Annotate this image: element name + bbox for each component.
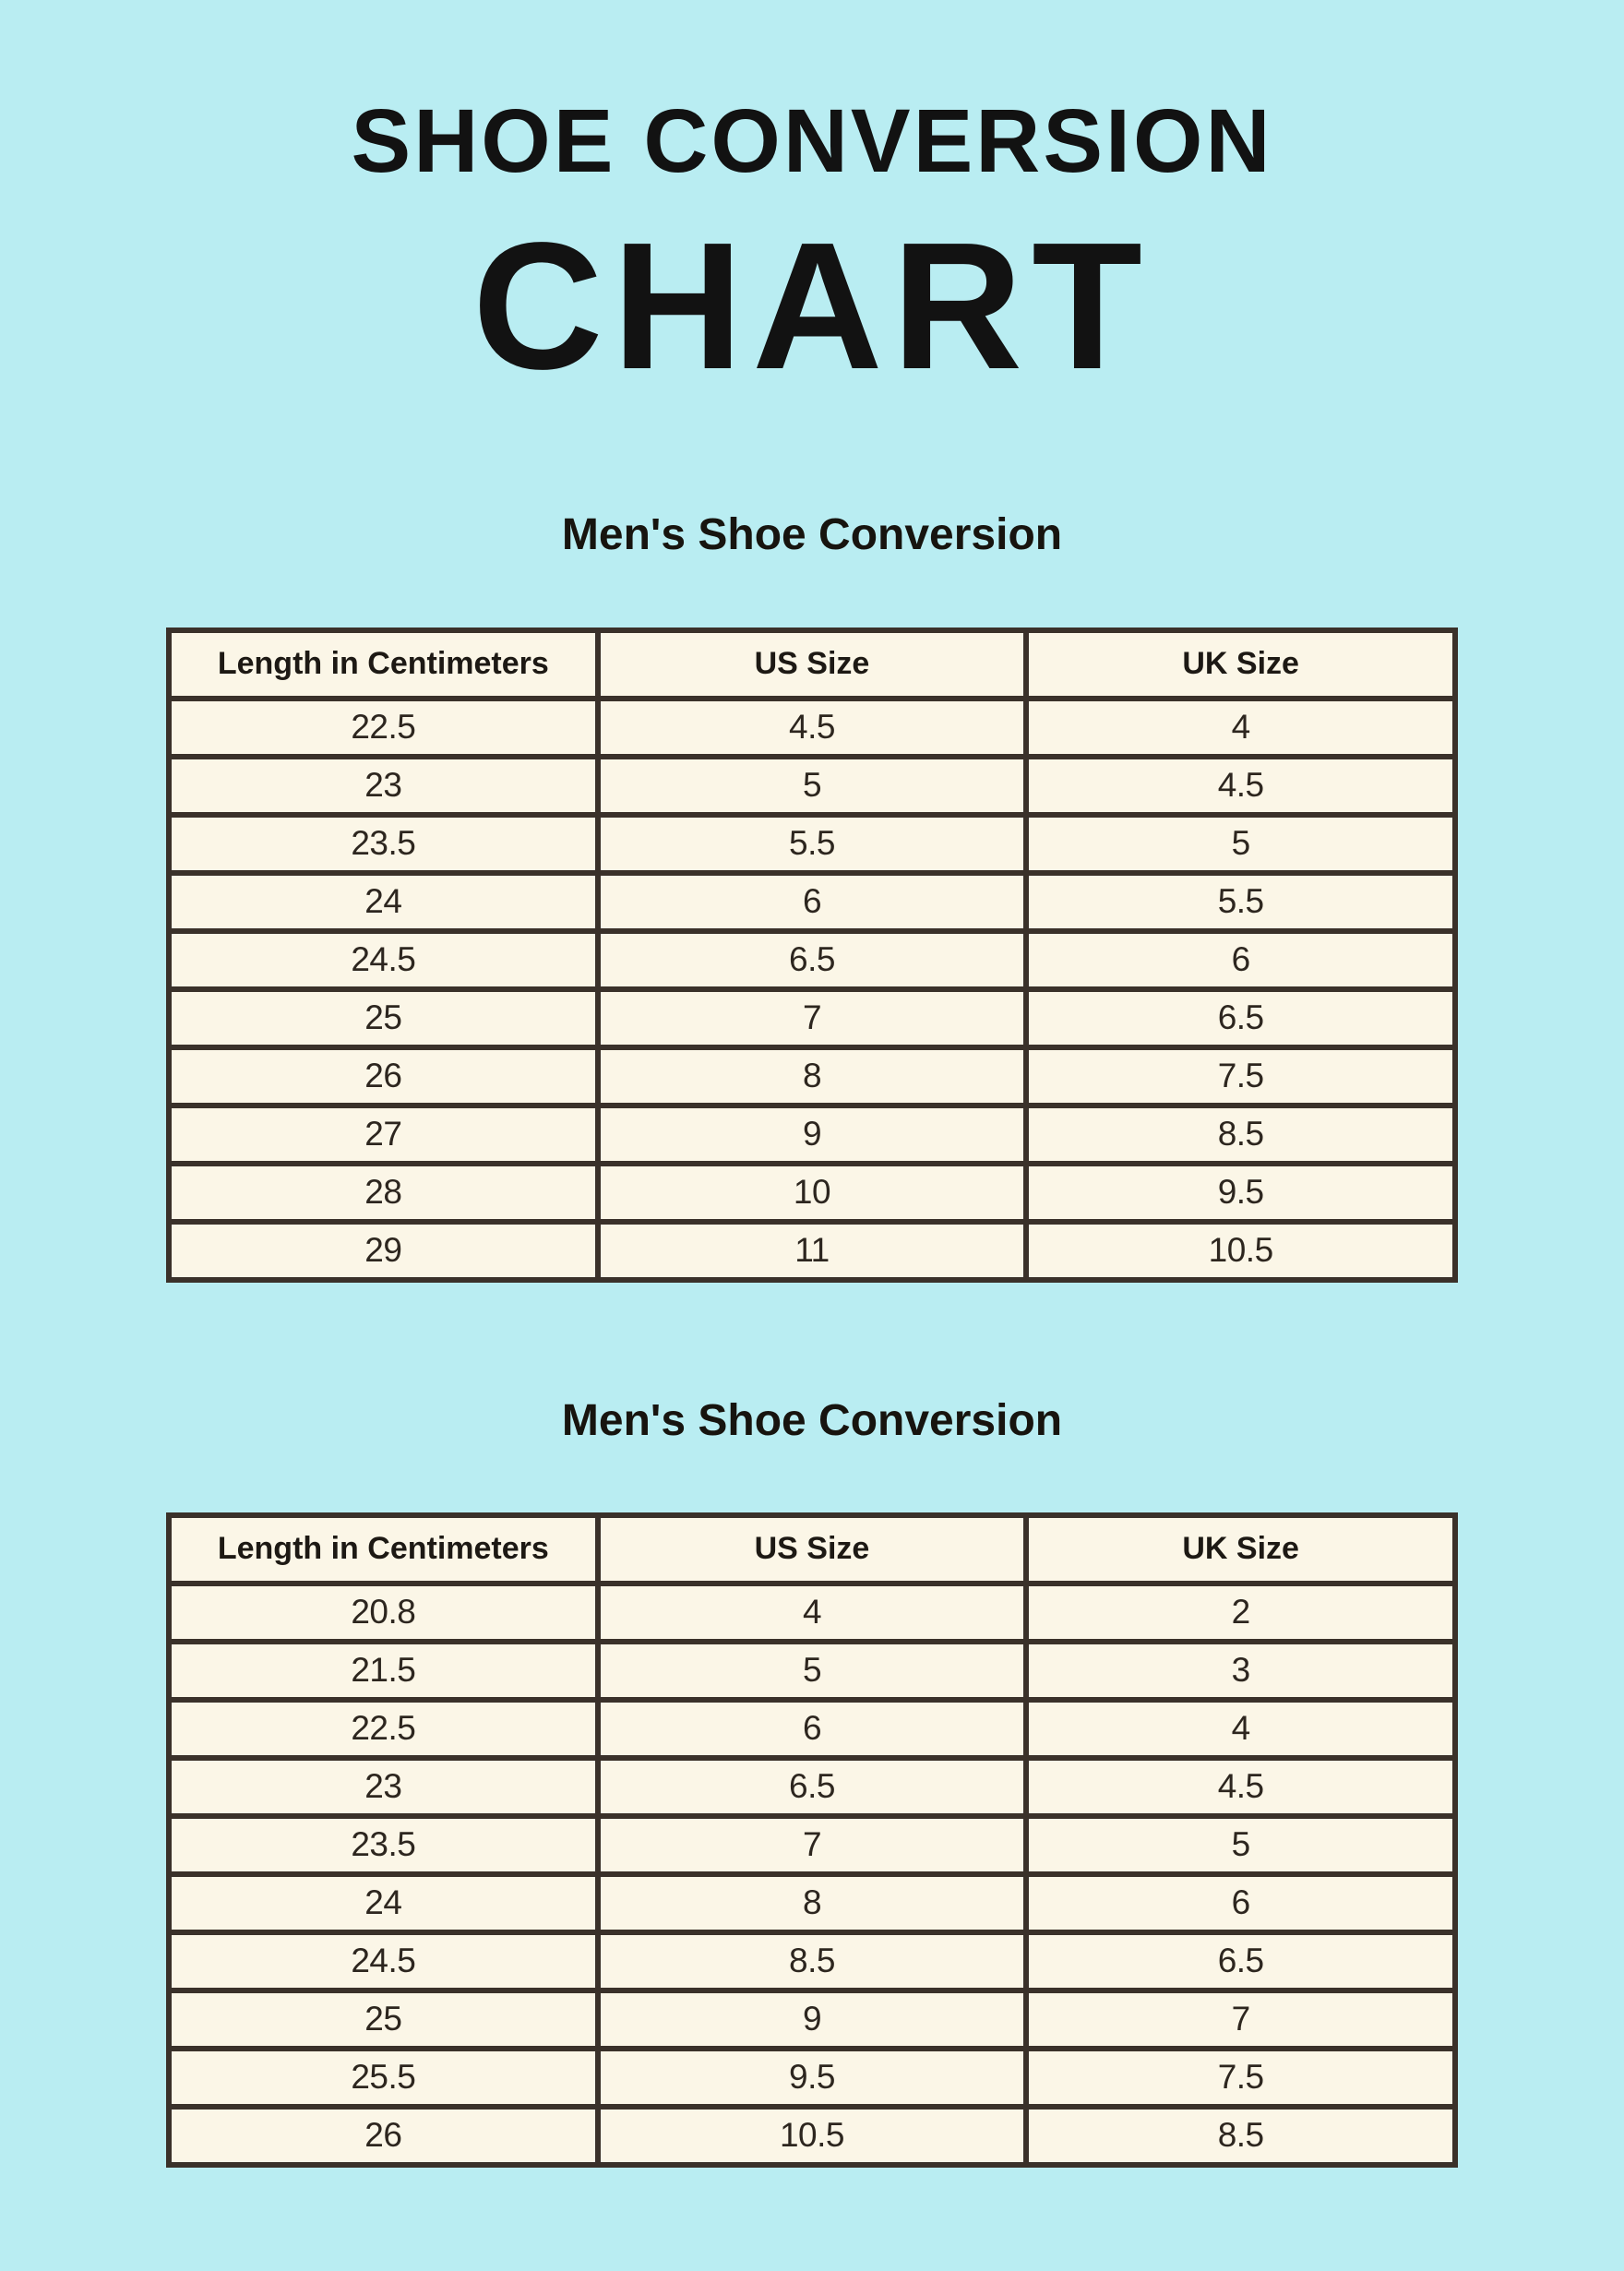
conversion-table-2 bbox=[166, 1512, 1458, 2168]
table-cell: 23.5 bbox=[169, 1816, 598, 1874]
table-row bbox=[169, 1700, 1455, 1758]
table-header-row bbox=[169, 630, 1455, 699]
table-cell: 4 bbox=[1026, 1700, 1455, 1758]
table-cell: 9 bbox=[598, 1990, 1027, 2049]
table-cell: 6.5 bbox=[1026, 989, 1455, 1047]
table-cell: 8.5 bbox=[1026, 1106, 1455, 1164]
table-row bbox=[169, 931, 1455, 989]
table-cell: 21.5 bbox=[169, 1642, 598, 1700]
column-header: Length in Centimeters bbox=[169, 630, 598, 699]
table-row bbox=[169, 1932, 1455, 1990]
table-body bbox=[169, 699, 1455, 1280]
table-row bbox=[169, 1990, 1455, 2049]
table-cell: 23 bbox=[169, 1758, 598, 1816]
table-header-row bbox=[169, 1515, 1455, 1584]
table-cell: 24.5 bbox=[169, 1932, 598, 1990]
column-header: US Size bbox=[598, 630, 1027, 699]
table-cell: 5.5 bbox=[1026, 873, 1455, 931]
table-cell: 3 bbox=[1026, 1642, 1455, 1700]
table-cell: 7 bbox=[598, 989, 1027, 1047]
table-row bbox=[169, 1874, 1455, 1932]
table-row bbox=[169, 2107, 1455, 2165]
table-row bbox=[169, 699, 1455, 757]
table-row bbox=[169, 815, 1455, 873]
table-row bbox=[169, 1106, 1455, 1164]
table-cell: 7.5 bbox=[1026, 1047, 1455, 1106]
table-row bbox=[169, 1222, 1455, 1280]
table-cell: 24 bbox=[169, 873, 598, 931]
table-cell: 10.5 bbox=[598, 2107, 1027, 2165]
column-header: US Size bbox=[598, 1515, 1027, 1584]
table-cell: 24 bbox=[169, 1874, 598, 1932]
section-title: Men's Shoe Conversion bbox=[561, 510, 1063, 560]
table-cell: 29 bbox=[169, 1222, 598, 1280]
table-cell: 23.5 bbox=[169, 815, 598, 873]
table-cell: 6 bbox=[598, 873, 1027, 931]
table-row bbox=[169, 873, 1455, 931]
table-cell: 7 bbox=[1026, 1990, 1455, 2049]
table-cell: 7 bbox=[598, 1816, 1027, 1874]
table-cell: 5.5 bbox=[598, 815, 1027, 873]
table-row bbox=[169, 1584, 1455, 1642]
table-cell: 26 bbox=[169, 1047, 598, 1106]
table-cell: 5 bbox=[1026, 815, 1455, 873]
section-title: Men's Shoe Conversion bbox=[561, 1395, 1063, 1445]
table-cell: 20.8 bbox=[169, 1584, 598, 1642]
table-cell: 10.5 bbox=[1026, 1222, 1455, 1280]
column-header: UK Size bbox=[1026, 630, 1455, 699]
table-row bbox=[169, 989, 1455, 1047]
table-cell: 4.5 bbox=[598, 699, 1027, 757]
table-cell: 23 bbox=[169, 757, 598, 815]
table-cell: 5 bbox=[598, 757, 1027, 815]
table-cell: 8 bbox=[598, 1047, 1027, 1106]
table-cell: 22.5 bbox=[169, 1700, 598, 1758]
table-row bbox=[169, 1047, 1455, 1106]
table-body bbox=[169, 1584, 1455, 2165]
mens-shoe-conversion-section-1 bbox=[0, 509, 1624, 1282]
conversion-table-1 bbox=[166, 628, 1458, 1283]
table-cell: 25 bbox=[169, 1990, 598, 2049]
table-cell: 9 bbox=[598, 1106, 1027, 1164]
table-cell: 4 bbox=[1026, 699, 1455, 757]
table-row bbox=[169, 1642, 1455, 1700]
table-cell: 4 bbox=[598, 1584, 1027, 1642]
table-row bbox=[169, 1164, 1455, 1222]
table-cell: 9.5 bbox=[1026, 1164, 1455, 1222]
table-cell: 5 bbox=[598, 1642, 1027, 1700]
table-cell: 24.5 bbox=[169, 931, 598, 989]
table-cell: 25.5 bbox=[169, 2049, 598, 2107]
table-cell: 27 bbox=[169, 1106, 598, 1164]
table-cell: 6 bbox=[1026, 931, 1455, 989]
mens-shoe-conversion-section-2 bbox=[0, 1395, 1624, 2168]
table-cell: 6 bbox=[1026, 1874, 1455, 1932]
table-row bbox=[169, 2049, 1455, 2107]
table-cell: 7.5 bbox=[1026, 2049, 1455, 2107]
column-header: Length in Centimeters bbox=[169, 1515, 598, 1584]
table-cell: 6.5 bbox=[598, 1758, 1027, 1816]
table-row bbox=[169, 1816, 1455, 1874]
column-header: UK Size bbox=[1026, 1515, 1455, 1584]
table-cell: 6 bbox=[598, 1700, 1027, 1758]
table-row bbox=[169, 1758, 1455, 1816]
table-cell: 8.5 bbox=[598, 1932, 1027, 1990]
table-cell: 2 bbox=[1026, 1584, 1455, 1642]
table-cell: 8.5 bbox=[1026, 2107, 1455, 2165]
table-cell: 28 bbox=[169, 1164, 598, 1222]
page-title-line2: CHART bbox=[472, 204, 1152, 407]
table-cell: 6.5 bbox=[1026, 1932, 1455, 1990]
table-cell: 6.5 bbox=[598, 931, 1027, 989]
table-cell: 8 bbox=[598, 1874, 1027, 1932]
table-cell: 25 bbox=[169, 989, 598, 1047]
table-cell: 9.5 bbox=[598, 2049, 1027, 2107]
table-cell: 22.5 bbox=[169, 699, 598, 757]
table-cell: 26 bbox=[169, 2107, 598, 2165]
table-cell: 4.5 bbox=[1026, 757, 1455, 815]
table-cell: 4.5 bbox=[1026, 1758, 1455, 1816]
table-cell: 10 bbox=[598, 1164, 1027, 1222]
table-row bbox=[169, 757, 1455, 815]
table-cell: 11 bbox=[598, 1222, 1027, 1280]
table-cell: 5 bbox=[1026, 1816, 1455, 1874]
page-title-line1: SHOE CONVERSION bbox=[351, 90, 1273, 191]
